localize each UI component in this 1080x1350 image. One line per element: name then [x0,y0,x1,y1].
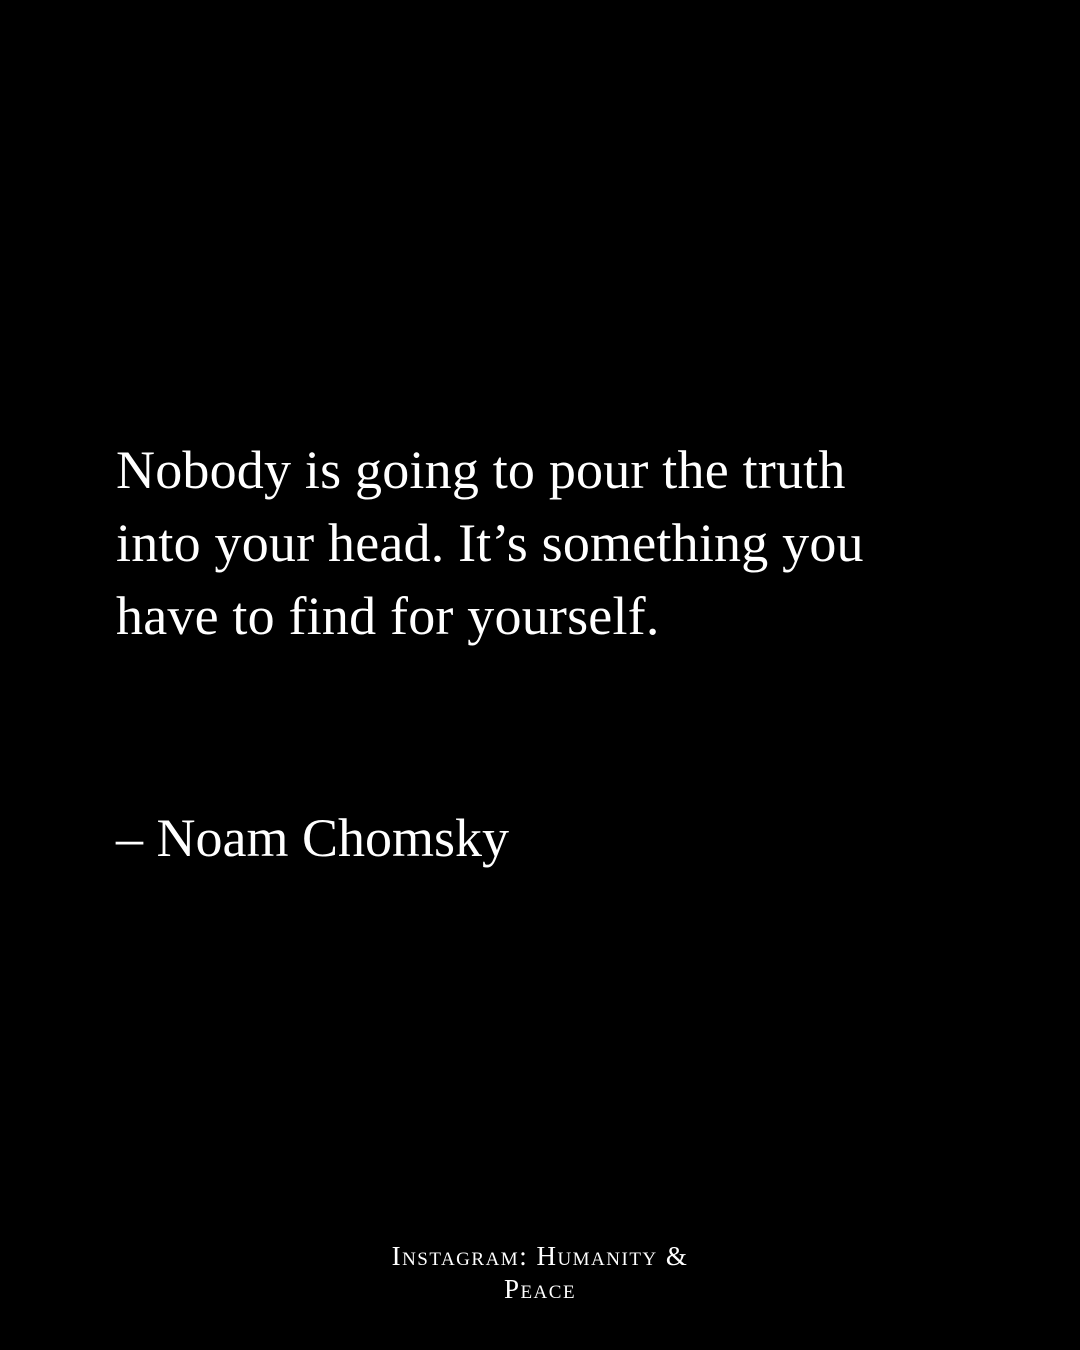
source-credit [0,1240,1080,1306]
quote-author: – Noam Chomsky [116,808,510,868]
credit-line-2: Peace [503,1274,577,1304]
quote-text: Nobody is going to pour the truth into your head. It’s something you have to find for yourself. [116,440,864,646]
credit-line-1: Instagram: Humanity & [391,1241,689,1271]
